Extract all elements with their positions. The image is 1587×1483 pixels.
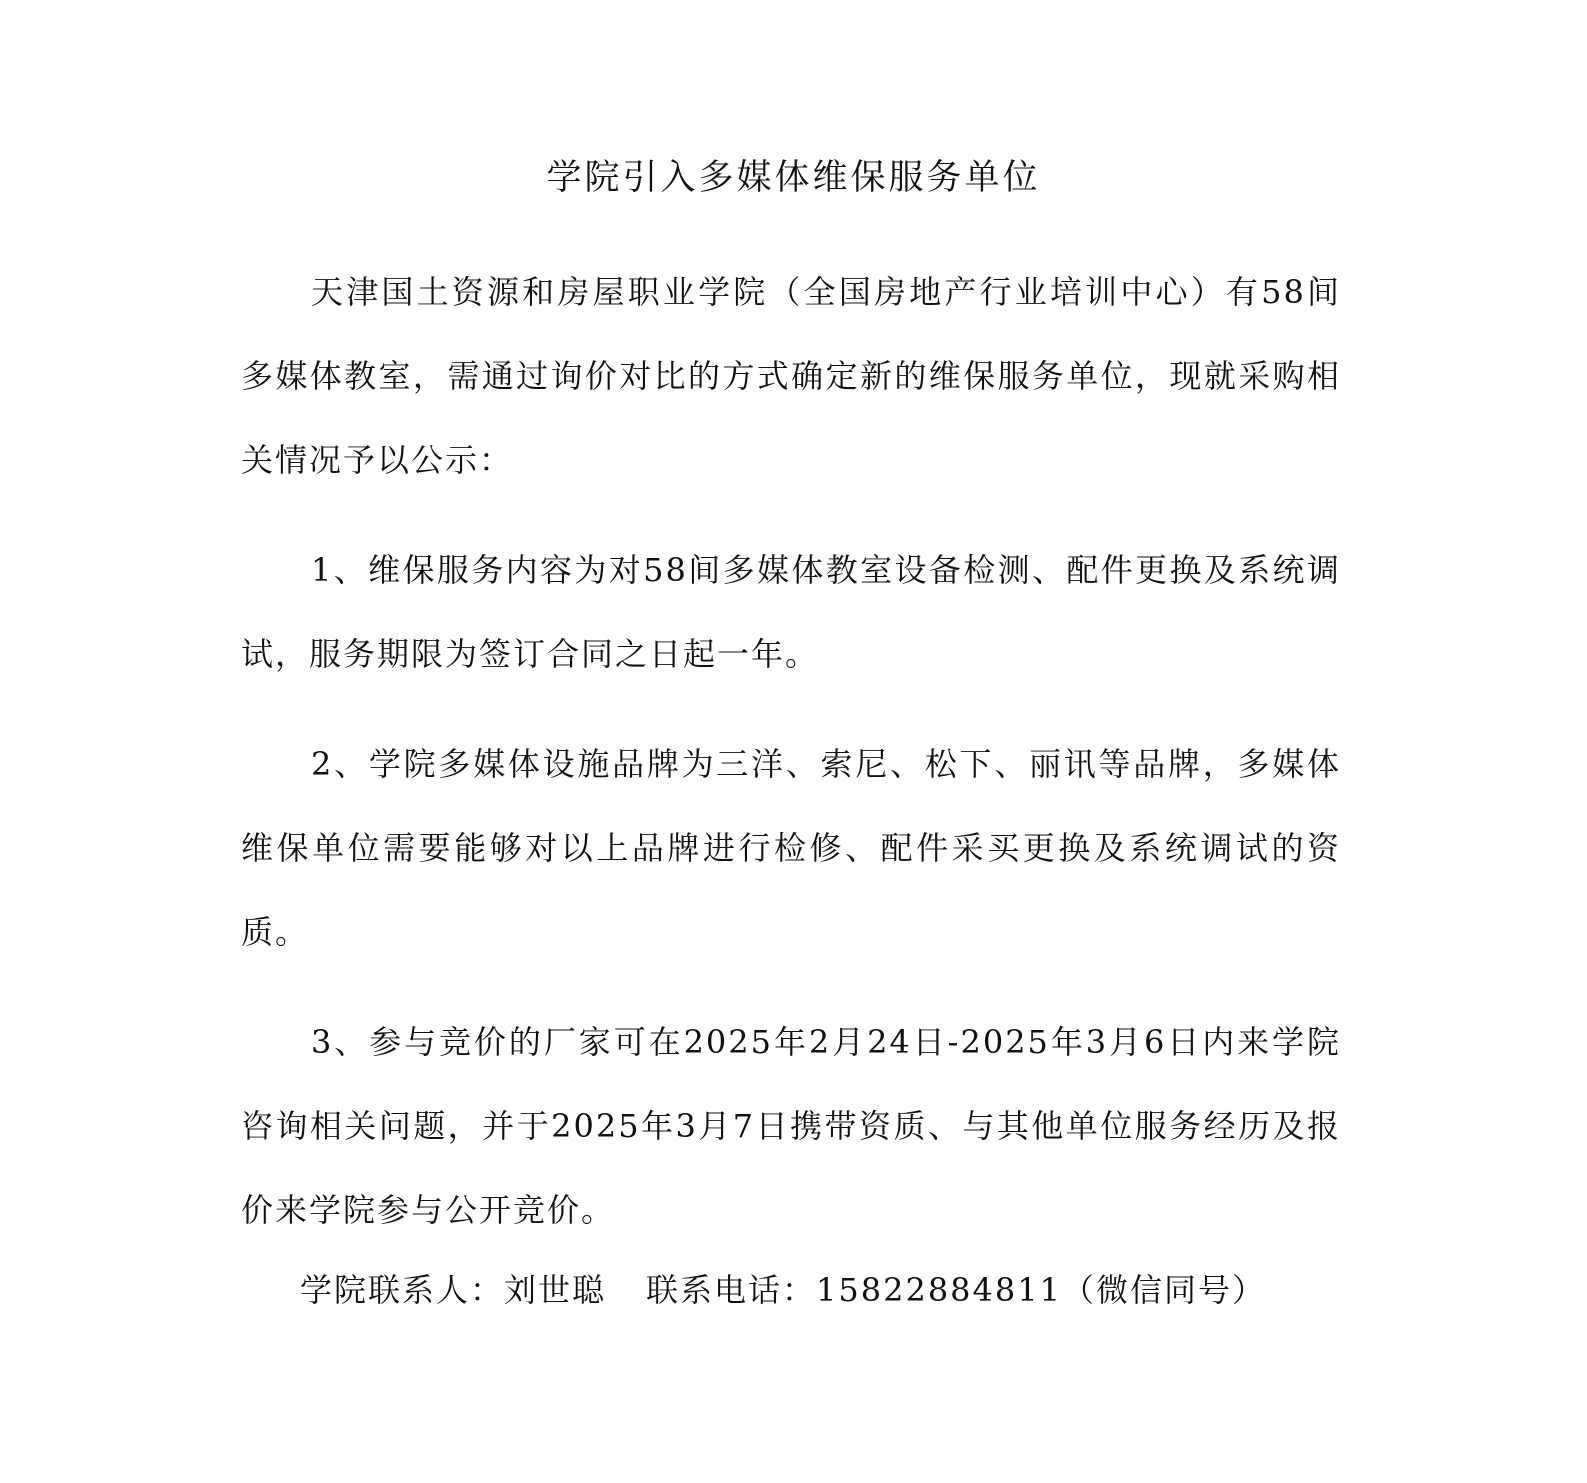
contact-line xyxy=(300,1262,1266,1318)
paragraph-intro: 天津国土资源和房屋职业学院（全国房地产行业培训中心）有58间多媒体教室，需通过询价对比的方式确定新的维保服务单位，现就采购相关情况予以公示： xyxy=(241,273,1341,479)
paragraph-item-1: 1、维保服务内容为对58间多媒体教室设备检测、配件更换及系统调试，服务期限为签订合同之日起一年。 xyxy=(241,551,1341,673)
contact-person: 学院联系人：刘世聪 xyxy=(300,1271,607,1309)
paragraph-item-2: 2、学院多媒体设施品牌为三洋、索尼、松下、丽讯等品牌，多媒体维保单位需要能够对以上品牌进行检修、配件采买更换及系统调试的资质。 xyxy=(241,745,1341,951)
document-title: 学院引入多媒体维保服务单位 xyxy=(546,158,1041,198)
paragraph-item-3: 3、参与竞价的厂家可在2025年2月24日-2025年3月6日内来学院咨询相关问题，并于2025年3月7日携带资质、与其他单位服务经历及报价来学院参与公开竞价。 xyxy=(241,1023,1341,1229)
contact-phone: 联系电话：15822884811（微信同号） xyxy=(646,1271,1266,1309)
